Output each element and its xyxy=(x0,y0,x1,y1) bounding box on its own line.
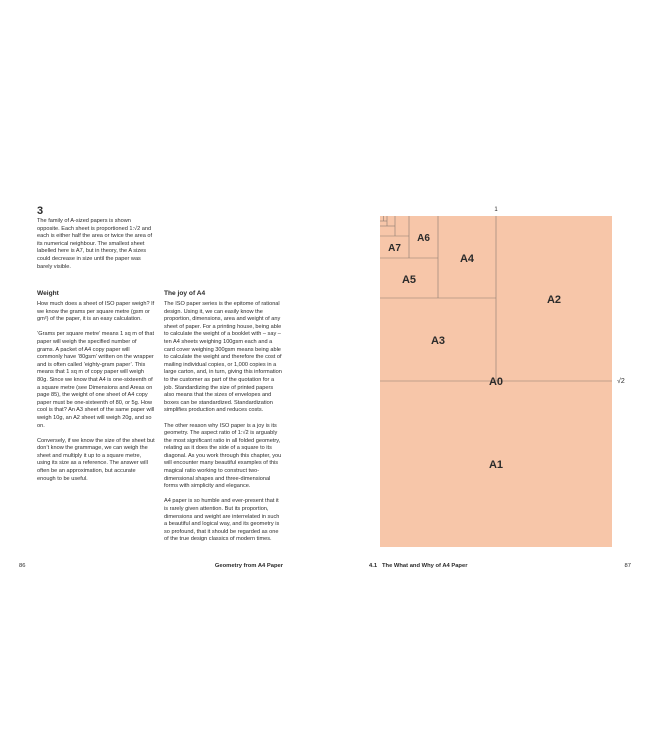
top-axis-label: 1 xyxy=(494,207,498,213)
sheet-label-a5: A5 xyxy=(401,274,417,286)
sheet-label-a3: A3 xyxy=(430,335,446,347)
sheet-label-a1: A1 xyxy=(488,459,504,471)
joy-paragraph: The other reason why ISO paper is a joy is its geometry. The aspect ratio of 1:√2 is arguably the most significant ratio in all folded geometry, relating as it does the side of a square to its diagonal. As you work through this chapter, you will encounter many beautiful examples of this magical ratio working to construct two-dimensional shapes and three-dimensional forms with simplicity and elegance. xyxy=(164,422,282,490)
sheet-label-a7: A7 xyxy=(388,243,401,254)
joy-paragraph: The ISO paper series is the epitome of rational design. Using it, we can easily know the proportion, dimensions, area and weight of any sheet of paper. For a printing house, being able to calculate the weight of a booklet with – say – ten A4 sheets weighing 100gsm each and a card cover weighing 300gsm means being able to calculate the weight and therefore the cost of mailing individual copies, or 1,000 copies in a large carton, and, in turn, giving this information to the customer as part of the quotation for a job. Standardizing the size of printed papers also means that the sizes of envelopes and boxes can be standardized. Standardization simplifies production and reduces costs. xyxy=(164,301,282,414)
joy-heading: The joy of A4 xyxy=(164,290,206,297)
figure-number: 3 xyxy=(37,205,44,217)
section-number: 4.1 xyxy=(369,563,378,569)
sheet-label-a6: A6 xyxy=(417,233,430,244)
sheet-label-a4: A4 xyxy=(459,253,475,265)
weight-paragraph: ‘Grams per square metre’ means 1 sq m of that paper will weigh the specified number of grams. A packet of A4 copy paper will commonly have ‘80gsm’ written on the wrapper and is often called ‘eighty-gram paper’. This means that 1 sq m of copy paper will weigh 80g. Since we know that A4 is one-sixteenth of a square metre (see Dimensions and Areas on page 85), the weight of one sheet of A4 copy paper must be one-sixteenth of 80, or 5g. How cool is that? An A3 sheet of the same paper will weigh 10g, an A2 sheet will weigh 20g, and so on. xyxy=(37,331,155,429)
weight-heading: Weight xyxy=(37,290,59,297)
sheet-label-a0: A0 xyxy=(488,376,504,388)
sheet-label-a2: A2 xyxy=(546,294,562,306)
right-page-number: 87 xyxy=(624,563,631,569)
weight-paragraph: Conversely, if we know the size of the sheet but don’t know the grammage, we can weigh the sheet and multiply it up to a square metre, using its size as a reference. The answer will often be an approximation, but accurate enough to be useful. xyxy=(37,437,155,482)
left-running-title: Geometry from A4 Paper xyxy=(214,563,283,569)
side-axis-label: √2 xyxy=(617,378,625,385)
left-page-number: 86 xyxy=(19,563,26,569)
right-running-title: The What and Why of A4 Paper xyxy=(382,563,468,569)
weight-paragraph: How much does a sheet of ISO paper weigh? If we know the grams per square metre (gsm or gm²) of the paper, it is an easy calculation. xyxy=(37,301,155,323)
figure-caption: The family of A-sized papers is shown opposite. Each sheet is proportioned 1:√2 and each is either half the area or twice the area of its numerical neighbour. The smallest sheet labelled here is A7, but in theory, the A sizes could decrease in size until the paper was barely visible. xyxy=(37,218,153,270)
joy-paragraph: A4 paper is so humble and ever-present that it is rarely given attention. But its proportion, dimensions and weight are interrelated in such a beautiful and logical way, and its geometry is so profound, that it should be regarded as one of the true design classics of modern times. xyxy=(164,498,280,543)
